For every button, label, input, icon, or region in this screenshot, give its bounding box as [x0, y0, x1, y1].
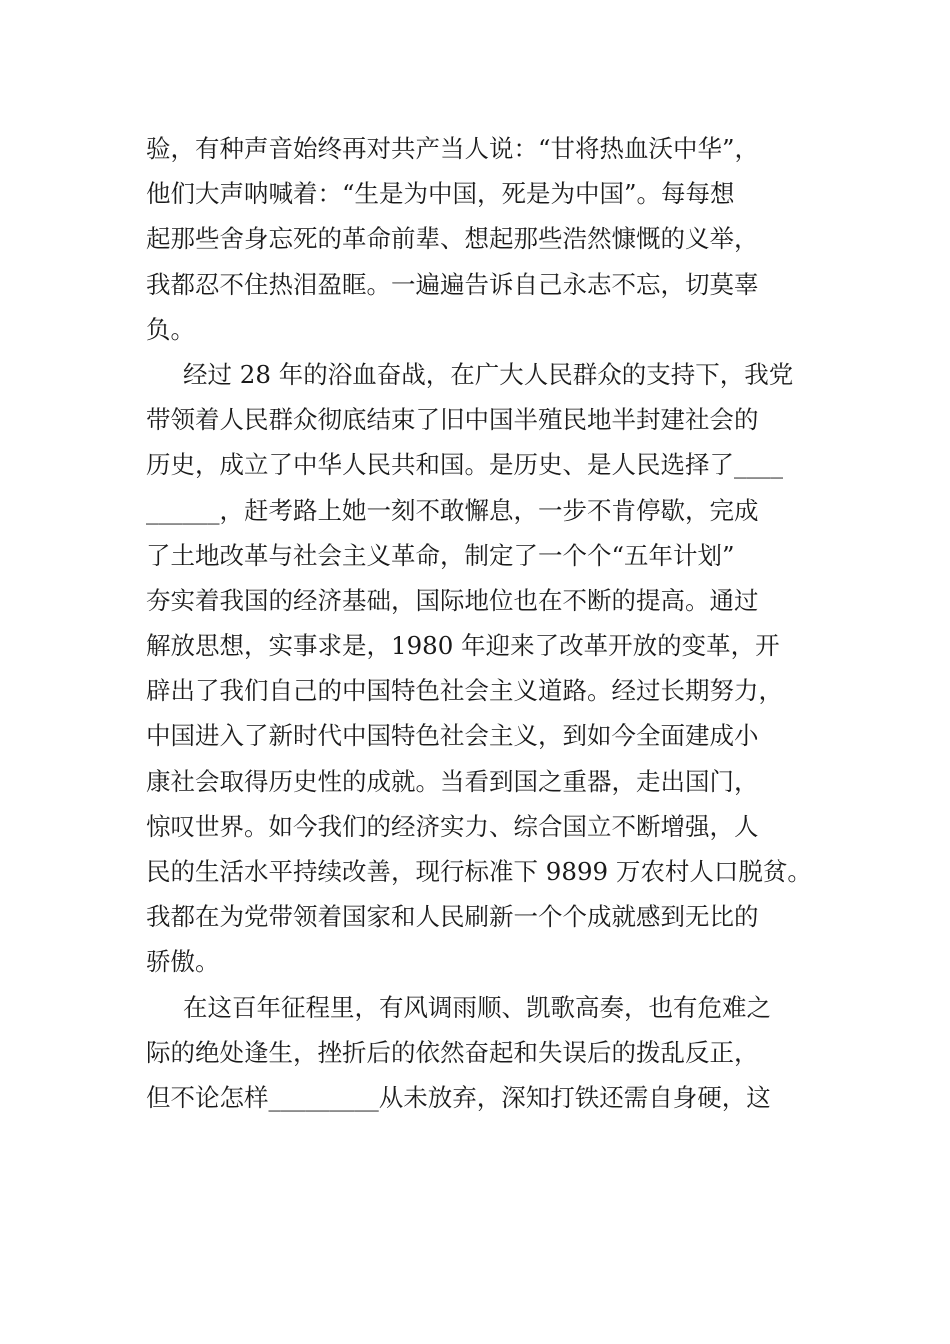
text-line: 际的绝处逢生，挫折后的依然奋起和失误后的拨乱反正，	[146, 1037, 759, 1067]
text-line: 在这百年征程里，有风调雨顺、凯歌高奏，也有危难之	[183, 992, 771, 1022]
text-line: 惊叹世界。如今我们的经济实力、综合国立不断增强，人	[146, 811, 759, 841]
text-line: 夯实着我国的经济基础，国际地位也在不断的提高。通过	[146, 585, 759, 615]
text-line: 康社会取得历史性的成就。当看到国之重器，走出国门，	[146, 766, 759, 796]
text-line: 带领着人民群众彻底结束了旧中国半殖民地半封建社会的	[146, 405, 759, 435]
text-line: 我都忍不住热泪盈眶。一遍遍告诉自己永志不忘，切莫辜	[146, 269, 759, 299]
text-line: ______，赶考路上她一刻不敢懈息，一步不肯停歇，完成	[146, 495, 759, 525]
text-line: 经过 28 年的浴血奋战，在广大人民群众的支持下，我党	[183, 359, 794, 389]
text-line: 我都在为党带领着国家和人民刷新一个个成就感到无比的	[146, 902, 759, 932]
document-body-text	[146, 126, 826, 1120]
text-line: 负。	[146, 314, 195, 344]
text-line: 他们大声呐喊着：“生是为中国，死是为中国”。每每想	[146, 179, 735, 209]
text-line: 起那些舍身忘死的革命前辈、想起那些浩然慷慨的义举，	[146, 224, 759, 254]
text-line: 辟出了我们自己的中国特色社会主义道路。经过长期努力，	[146, 676, 783, 706]
text-line: 解放思想，实事求是，1980 年迎来了改革开放的变革，开	[146, 631, 780, 661]
text-line: 历史，成立了中华人民共和国。是历史、是人民选择了____	[146, 450, 783, 480]
text-line: 民的生活水平持续改善，现行标准下 9899 万农村人口脱贫。	[146, 857, 812, 886]
text-line: 骄傲。	[146, 947, 220, 977]
text-line: 中国进入了新时代中国特色社会主义，到如今全面建成小	[146, 721, 759, 751]
text-line: 验，有种声音始终再对共产当人说：“甘将热血沃中华”，	[146, 134, 760, 163]
text-line: 但不论怎样_________从未放弃，深知打铁还需自身硬，这	[146, 1082, 771, 1112]
text-line: 了土地改革与社会主义革命，制定了一个个“五年计划”	[146, 540, 735, 570]
